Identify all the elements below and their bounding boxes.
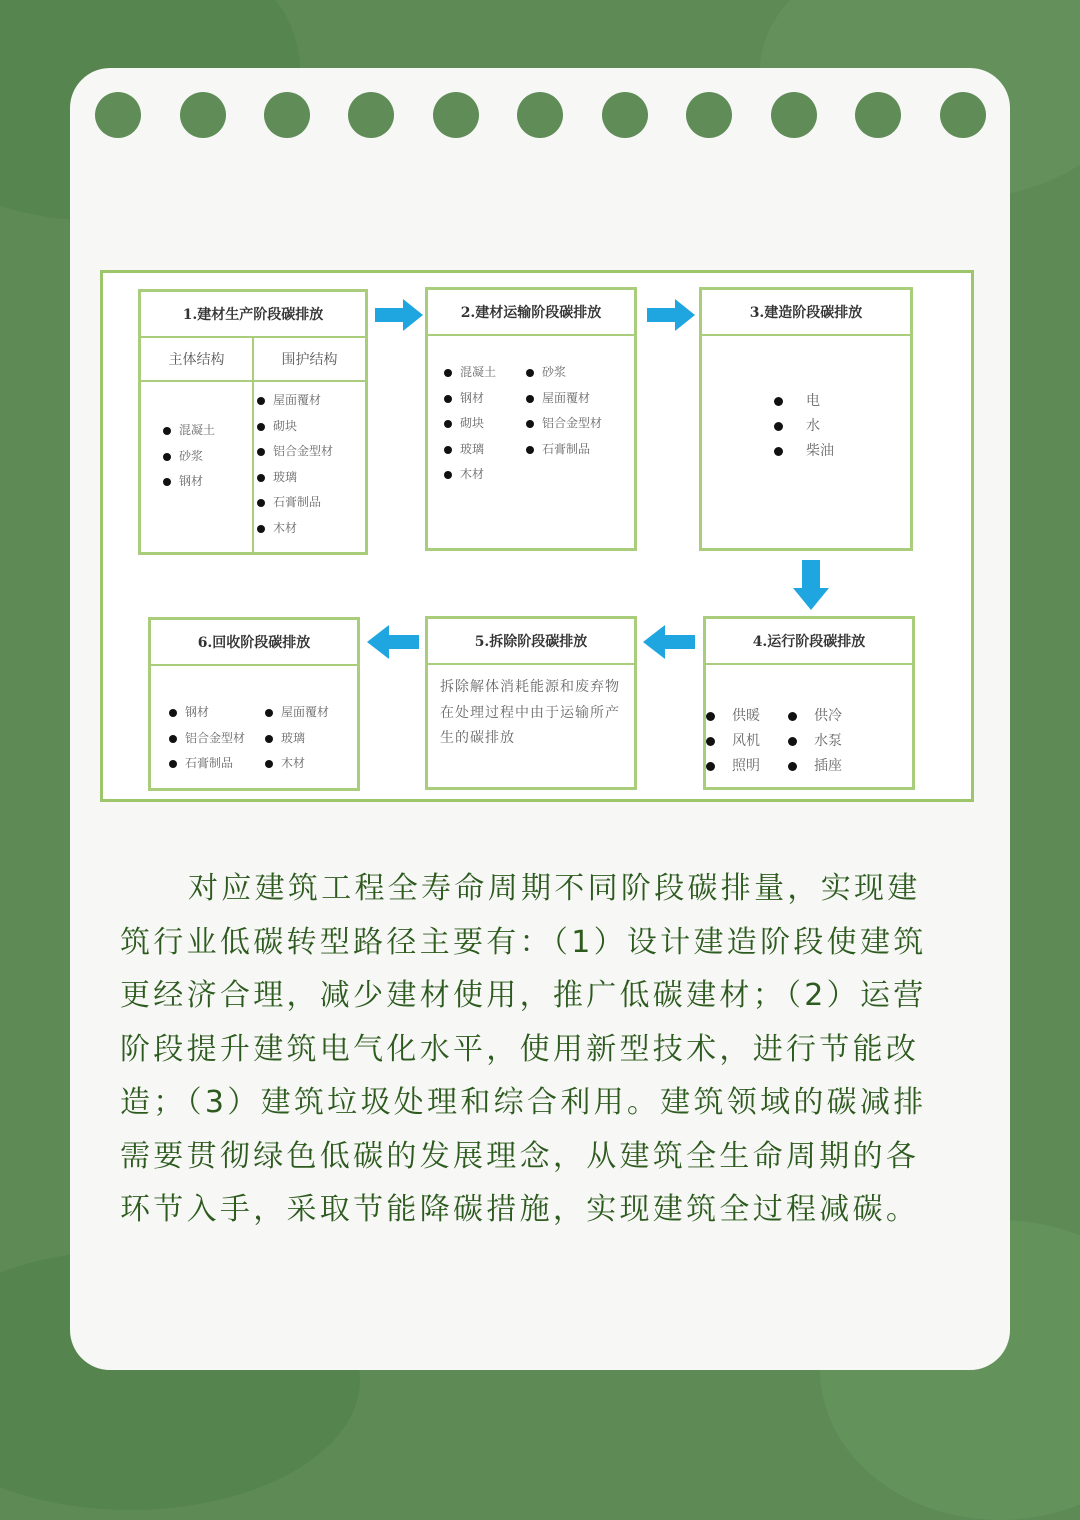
list-item: 供冷 [782,704,842,729]
stage-1-box [138,289,368,555]
stage-3-list [768,389,834,464]
stage-2-left-list [442,360,496,488]
list-item: 玻璃 [263,726,329,752]
stage-4-right-list [782,704,842,779]
list-item: 木材 [442,462,496,488]
binder-hole [855,92,901,138]
stage-1-title: 1.建材生产阶段碳排放 [141,292,365,338]
list-item: 石膏制品 [167,751,245,777]
stage-6-left-list [167,700,245,777]
list-item: 屋面覆材 [524,386,602,412]
stage-1-divider [252,378,254,552]
stage-2-box [425,287,637,551]
list-item: 石膏制品 [524,437,602,463]
stage-1-right-list [255,388,333,541]
list-item: 屋面覆材 [255,388,333,414]
stage-2-right-list [524,360,602,462]
list-item: 砌块 [255,414,333,440]
list-item: 混凝土 [442,360,496,386]
list-item: 水泵 [782,729,842,754]
binder-hole [180,92,226,138]
stage-5-description: 拆除解体消耗能源和废弃物在处理过程中由于运输所产生的碳排放 [440,679,620,746]
stage-1-sub-left: 主体结构 [141,338,254,380]
stage-6-right-list [263,700,329,777]
arrow-right-icon [647,299,695,331]
list-item: 砂浆 [161,444,215,470]
binder-hole [95,92,141,138]
list-item: 砂浆 [524,360,602,386]
list-item: 照明 [700,754,760,779]
stage-5-title: 5.拆除阶段碳排放 [428,619,634,665]
arrow-left-icon [643,625,695,659]
binder-hole [264,92,310,138]
arrow-left-icon [367,625,419,659]
list-item: 石膏制品 [255,490,333,516]
list-item: 木材 [255,516,333,542]
list-item: 玻璃 [442,437,496,463]
list-item: 钢材 [442,386,496,412]
list-item: 钢材 [161,469,215,495]
stage-3-box [699,287,913,551]
stage-5-box [425,616,637,790]
list-item: 玻璃 [255,465,333,491]
stage-1-subheaders [141,338,365,382]
list-item: 木材 [263,751,329,777]
binder-hole [940,92,986,138]
stage-6-box [148,617,360,791]
list-item: 供暖 [700,704,760,729]
list-item: 风机 [700,729,760,754]
list-item: 砌块 [442,411,496,437]
list-item: 钢材 [167,700,245,726]
stage-6-title: 6.回收阶段碳排放 [151,620,357,666]
stage-4-title: 4.运行阶段碳排放 [706,619,912,665]
binder-hole [517,92,563,138]
lifecycle-diagram [100,270,974,802]
stage-4-left-list [700,704,760,779]
stage-2-title: 2.建材运输阶段碳排放 [428,290,634,336]
binder-hole [602,92,648,138]
list-item: 柴油 [768,439,834,464]
body-paragraph: 对应建筑工程全寿命周期不同阶段碳排量，实现建筑行业低碳转型路径主要有：（1）设计建造阶段使建筑更经济合理，减少建材使用，推广低碳建材；（2）运营阶段提升建筑电气化水平，使用新型技术，进行节能改造；（3）建筑垃圾处理和综合利用。建筑领域的碳减排需要贯彻绿色低碳的发展理念，从建筑全生命周期的各环节入手，采取节能降碳措施，实现建筑全过程减碳。 [120,871,927,1227]
list-item: 铝合金型材 [524,411,602,437]
list-item: 插座 [782,754,842,779]
stage-1-left-list [161,418,215,495]
stage-3-title: 3.建造阶段碳排放 [702,290,910,336]
list-item: 水 [768,414,834,439]
list-item: 屋面覆材 [263,700,329,726]
binder-hole [348,92,394,138]
binder-hole [771,92,817,138]
binder-hole [686,92,732,138]
stage-1-sub-right: 围护结构 [281,352,338,368]
arrow-right-icon [375,299,423,331]
list-item: 混凝土 [161,418,215,444]
list-item: 铝合金型材 [255,439,333,465]
stage-4-box [703,616,915,790]
arrow-down-icon [793,560,829,610]
list-item: 铝合金型材 [167,726,245,752]
list-item: 电 [768,389,834,414]
binder-hole [433,92,479,138]
